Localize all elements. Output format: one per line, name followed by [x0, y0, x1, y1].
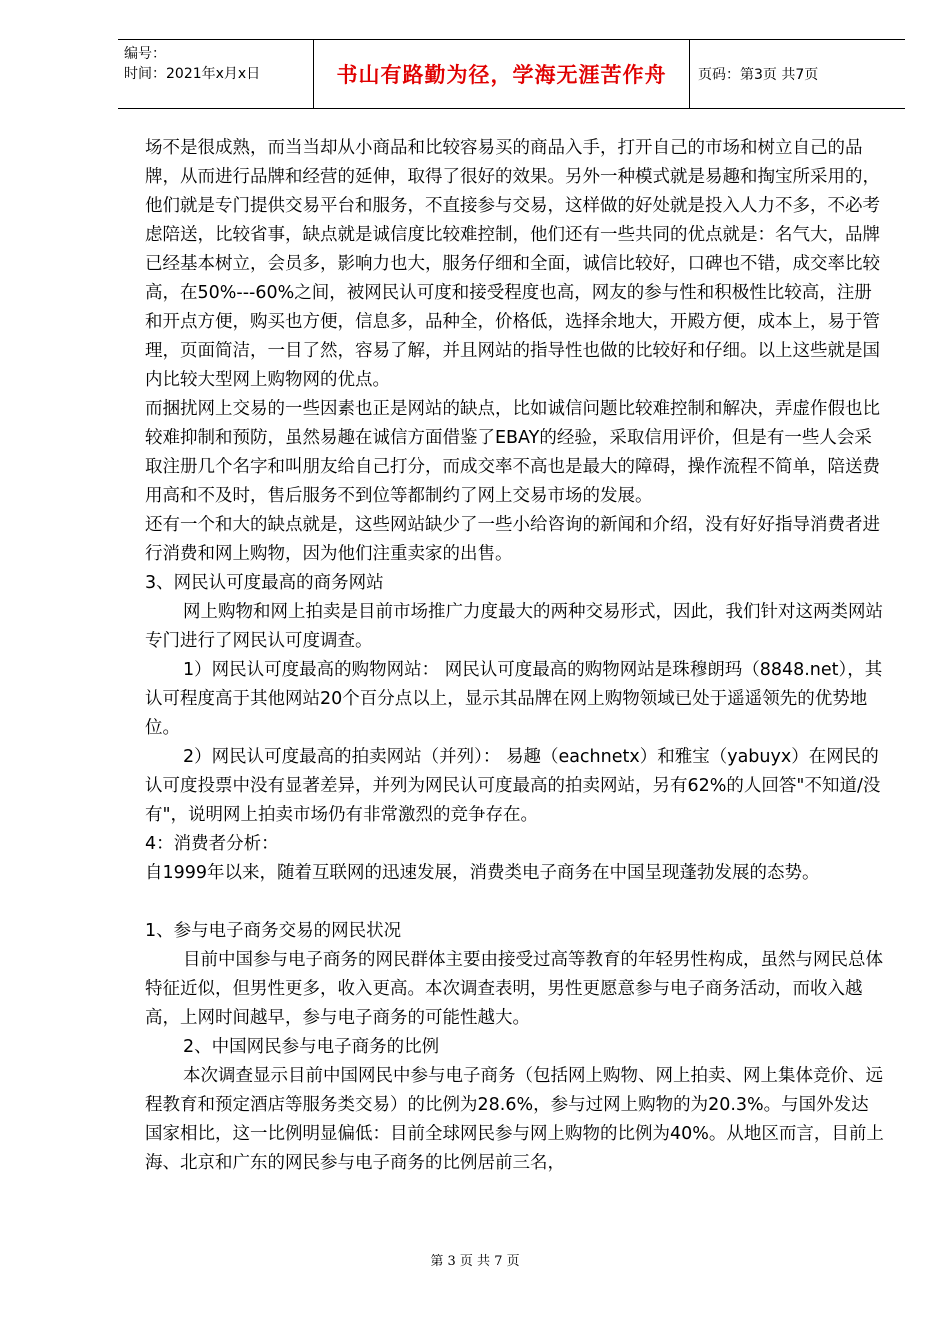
page-footer: 第 3 页 共 7 页: [430, 1254, 520, 1269]
section-heading: 1、参与电子商务交易的网民状况: [145, 921, 402, 941]
paragraph: 网上购物和网上拍卖是目前市场推广力度最大的两种交易形式，因此，我们针对这两类网站专门进行了网民认可度调查。: [145, 602, 883, 651]
header-motto: 书山有路勤为径，学海无涯苦作舟: [314, 40, 690, 108]
section-heading: 2、中国网民参与电子商务的比例: [183, 1037, 440, 1057]
paragraph: 目前中国参与电子商务的网民群体主要由接受过高等教育的年轻男性构成，虽然与网民总体特征近似，但男性更多，收入更高。本次调查表明，男性更愿意参与电子商务活动，而收入越高，上网时间越早，参与电子商务的可能性越大。: [145, 950, 883, 1028]
paragraph: 而捆扰网上交易的一些因素也正是网站的缺点，比如诚信问题比较难控制和解决，弄虚作假也比较难抑制和预防，虽然易趣在诚信方面借鉴了EBAY的经验，采取信用评价，但是有一些人会采取注册几个名字和叫朋友给自己打分，而成交率不高也是最大的障碍，操作流程不简单，陪送费用高和不及时，售后服务不到位等都制约了网上交易市场的发展。: [145, 399, 880, 506]
paragraph: 场不是很成熟，而当当却从小商品和比较容易买的商品入手，打开自己的市场和树立自己的品牌，从而进行品牌和经营的延伸，取得了很好的效果。另外一种模式就是易趣和掏宝所采用的，他们就是专门提供交易平台和服务，不直接参与交易，这样做的好处就是投入人力不多，不必考虑陪送，比较省事，缺点就是诚信度比较难控制，他们还有一些共同的优点就是：名气大，品牌已经基本树立，会员多，影响力也大，服务仔细和全面，诚信比较好，口碑也不错，成交率比较高，在50%---60%之间，被网民认可度和接受程度也高，网友的参与性和积极性比较高，注册和开点方便，购买也方便，信息多，品种全，价格低，选择余地大，开殿方便，成本上，易于管理，页面简洁，一目了然，容易了解，并且网站的指导性也做的比较好和仔细。以上这些就是国内比较大型网上购物网的优点。: [145, 138, 880, 390]
page-header: [118, 39, 905, 109]
section-heading: 3、网民认可度最高的商务网站: [145, 573, 384, 593]
paragraph: 1）网民认可度最高的购物网站： 网民认可度最高的购物网站是珠穆朗玛（8848.net），其认可程度高于其他网站20个百分点以上，显示其品牌在网上购物领域已处于遥遥领先的优势地位。: [145, 660, 883, 738]
time-label: 时间：2021年x月x日: [124, 66, 261, 82]
paragraph: 本次调查显示目前中国网民中参与电子商务（包括网上购物、网上拍卖、网上集体竞价、远程教育和预定酒店等服务类交易）的比例为28.6%，参与过网上购物的为20.3%。与国外发达国家相比，这一比例明显偏低：目前全球网民参与网上购物的比例为40%。从地区而言，目前上海、北京和广东的网民参与电子商务的比例居前三名，: [145, 1066, 884, 1173]
header-page-info: 页码：第3页 共7页: [698, 67, 819, 83]
document-body: [145, 134, 885, 1178]
paragraph: 还有一个和大的缺点就是，这些网站缺少了一些小给咨询的新闻和介绍，没有好好指导消费者进行消费和网上购物，因为他们注重卖家的出售。: [145, 515, 880, 564]
header-meta: [118, 40, 314, 108]
paragraph: 自1999年以来，随着互联网的迅速发展，消费类电子商务在中国呈现蓬勃发展的态势。: [145, 863, 820, 883]
number-label: 编号：: [124, 46, 166, 62]
section-heading: 4：消费者分析：: [145, 834, 279, 854]
paragraph: 2）网民认可度最高的拍卖网站（并列）： 易趣（eachnetx）和雅宝（yabuyx）在网民的认可度投票中没有显著差异，并列为网民认可度最高的拍卖网站，另有62%的人回答"不知道/没有"，说明网上拍卖市场仍有非常激烈的竞争存在。: [145, 747, 881, 825]
blank-line: [145, 888, 885, 917]
